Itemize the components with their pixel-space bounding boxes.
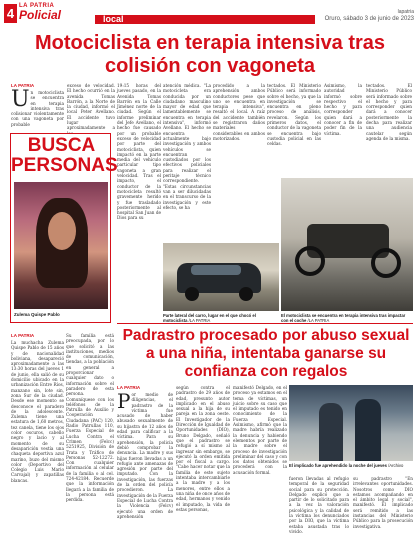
photo-credit: /Archivo bbox=[388, 463, 404, 468]
article-column bbox=[117, 389, 173, 525]
article-column: Su familia está preocupada, por lo que solicitó a las instituciones, medios de comunicación, tiendas, a la población en general a proporcionar cualquier dato o información sobre el paradero de esta persona. Comuníquese con los teléfonos de la Patrulla de Auxilio y Cooperación Ciudadana (PAC) 120, Radio Patrullas 110, Fuerza Especial de Lucha Contra el Crimen (Felcc) 5251925, División de Trata y Tráfico de Personas 52-12272. Con cualquier información al celular de la familia o al cel. 724-42184. Recuerde que la información llegará a la familia de la persona está perdida. bbox=[66, 333, 114, 503]
byline: LA PATRIA bbox=[11, 83, 35, 88]
photo-credit: /LA PATRIA bbox=[188, 318, 211, 323]
drop-cap: U bbox=[11, 87, 30, 112]
caption-text: Parte lateral del carro, lugar en el que chocó el motociclista bbox=[163, 313, 256, 323]
article-column: atención médica. "La motocicleta era conducida por un ciudadano masculino mayor de edad que lamentablemente se encuentra en terapia intensiva", informó Avellano. El hecho se encuentra actualmente bajo investigación y ambos vehículos se encuentran custodiados por los efectivos policiales para realizar el peritaje técnico correspondiente. "Estas circunstancias van a ser dilucidadas en el transcurso de la investigación y este efecto, se ha bbox=[163, 83, 211, 210]
dateline: Oruro, sábado 3 de junio de 2023 bbox=[324, 16, 414, 22]
motorcycle-wheel-shape bbox=[371, 248, 401, 278]
newspaper-logo bbox=[19, 3, 61, 21]
car-wheel-shape bbox=[185, 287, 199, 301]
headline-abuse-story: Padrastro procesado por abuso sexual a una niña, intentaba ganarse su confianza con regalos bbox=[122, 327, 410, 380]
caption-text: El motociclista se encuentra en terapia intensiva tras impactar con el coche bbox=[281, 313, 406, 323]
brand-section: Policial bbox=[19, 8, 62, 22]
article-column bbox=[11, 87, 64, 130]
missing-person-photo bbox=[14, 182, 108, 309]
missing-person-box bbox=[10, 133, 118, 323]
article-column: Asimismo, la autoridad informó sobre respectivo el hecho y para corresponder quien dará a conocer a fin de poder fin de la víctima. bbox=[324, 83, 362, 136]
article-column: según contra el padrastro de 29 años de edad, presunto autor implicado en el abuso sexual a la hija de su pareja en la zona oeste. El Investigador de la Dirección de Igualdad de Oportunidades (DIO), Bruno Delgado, señaló que el padrastro se refugió a sí mismo al ingresar sin embargo, se ejecutó la orden emitida por el fiscal a cargo. "Cabe hacer notar que la familia de este sujeto intentaba intercambiarle a la madre y a los menores, entre ellos a una niña de once años de edad, hermanos y venido el imputado, la vida de estas personas, bbox=[176, 385, 230, 512]
motorcycle-photo-caption bbox=[281, 313, 413, 323]
article-column: tectados. El Ministerio Público será informado sobre el hecho y para corresponder quien dará a conocer posteriormente la decha para realizar una audiencia cautelar según agenda de la misma. bbox=[366, 83, 412, 141]
section-label: local bbox=[103, 14, 124, 24]
caption-text: El implicado fue aprehendido la noche del jueves bbox=[289, 463, 387, 468]
drop-cap: P bbox=[117, 389, 131, 413]
car-wheel-shape bbox=[239, 287, 253, 301]
article-column: su padrastro "En irrelevantes oportunidades. Nosotros como DIO estamos acompañando en el ámbito legal y social", manifestó. El implicado será remitido a las instancias del Ministerio Público para la prosecución investigativa. bbox=[353, 476, 413, 529]
motorcycle-photo bbox=[281, 178, 413, 311]
motorcycle-wheel-shape bbox=[295, 246, 325, 276]
article-column: manifestó Delgado, en el proceso ya estamos en el tema de víctimas, un juicio sobre su caso que el imputado es tenido en conocimiento de la Fuerza Especial. Asimismo, afirmó que la madre habría realizado la denuncia y habiendo elementos por parte de la madre sobre el proceso de investigación preliminar del caso y con los datos obtenidos se procederá con la acusación formal. bbox=[233, 385, 287, 475]
article-column: fueron llevadas al refugio temporal de la seguridad social para su protección. Delgado explicó que a partir de lo solicitado para a la vez la valoración psicológica y la calidad de la víctima los denunciados por la DIO, que la víctima estaba asustada tras lo vivido. bbox=[289, 476, 349, 534]
site-name: lapatria bbox=[397, 9, 414, 15]
photo-face-shape bbox=[48, 212, 76, 250]
column-text: or medio de diligencias, el padrastro de la víctima fue acusado de haber abusado sexualmente de su hijastra de 12 años de edad para calificar a la víctima. Para su aprehensión, la policía debió comprobar la denuncia. La madre y sus hijas fueron llevadas a un refugio ante amenazas de agresión por parte del imputado. Con la investigación, las fuerzas de la orden del policía procedieron. La investigación de la Fuerza Especial de Lucha Contra la Violencia (Felcv) ejecutó una orden de aprehensión bbox=[117, 392, 173, 519]
car-photo-caption bbox=[163, 313, 279, 323]
article-column: exceso de velocidad. El hecho ocurrió en la avenida Tomas Barrón, a la Norte de la ciudad, informó el local Peter Avellano. El accidente tuvo lugar aproximadamente a bbox=[67, 83, 115, 131]
masthead bbox=[0, 0, 420, 27]
article-column: 19:15 horas del jueves pasado, en la Avenida Tomas Barrón en la Calle Jiménez norte de la ciudad. Según el informe preliminar del Jefe Avellano, el hecho fue causado por un probable exceso de velocidad por parte del motociclista, quien impactó en la parte media del vehículo particular tipo vagoneta a gran velocidad. Tras el impacto, el conductor de la motocicleta resultó gravemente herido y fue trasladado posteriormente al hospital San Juan de Dios para su bbox=[117, 83, 161, 221]
article-column: La muchacha Zulema Quispe Pablo de 15 años y de nacionalidad boliviana, desapareció aproximadamente a las 13:30 horas del jueves 1 de junio, ella salió de su domicilio ubicado en la urbanización Entre Ríos, manzano sin, lote sin, zona Sur de la ciudad. Desde ese momento se desconoce el paradero de la adolescente. Zulema tiene una estatura de 1,60 metros, tez canela, tiene los ojos color oscuros, cabello negro y lacio y al momento de su desaparición vestía una chaqueta deportiva azul marino, buzo del mismo color (Deportivo del Colegio Luis Mario Carvajal) y zapatillas blancas. bbox=[11, 340, 64, 483]
brand-top: LA PATRIA bbox=[19, 3, 55, 9]
article-column: procedido a la aprehensión ambos conductores pese que uno se encuentra en terapia intensiva", resaltó el local. A raíz del accidente también se registraron daños materiales considerables en ambos motorizados. bbox=[213, 83, 265, 141]
missing-person-title: BUSCA PERSONAS bbox=[11, 135, 118, 176]
headline-motorcycle-story: Motociclista en terapia intensiva tras colisión con vagoneta bbox=[34, 32, 386, 77]
section-bar bbox=[95, 15, 315, 24]
photo-caption: Zulema Quispe Pablo bbox=[14, 312, 60, 317]
car-window-shape bbox=[191, 265, 241, 275]
page-number: 4 bbox=[4, 4, 17, 23]
person-silhouette bbox=[319, 403, 343, 461]
person-silhouette bbox=[355, 399, 381, 461]
byline: LA PATRIA bbox=[117, 385, 141, 390]
suspect-photo bbox=[289, 385, 413, 461]
photo-credit: /LA PATRIA bbox=[307, 318, 330, 323]
suspect-photo-caption bbox=[289, 463, 413, 468]
byline: LA PATRIA bbox=[11, 333, 35, 338]
car-photo bbox=[163, 243, 279, 311]
section-divider bbox=[117, 323, 413, 324]
column-text: n motociclista se encuentra en terapia intensiva tras colisionar violentamente con una vagoneta por probable bbox=[11, 90, 64, 127]
article-column: tectados. El Ministerio Público será informado sobre el hecho, ya que la investigación se encuentra en pleno proceso de análisis, revelaron. Según los primeros datos, el conductor de la vagoneta se encuentra bajo custodia policial en las celdas. bbox=[267, 83, 321, 147]
